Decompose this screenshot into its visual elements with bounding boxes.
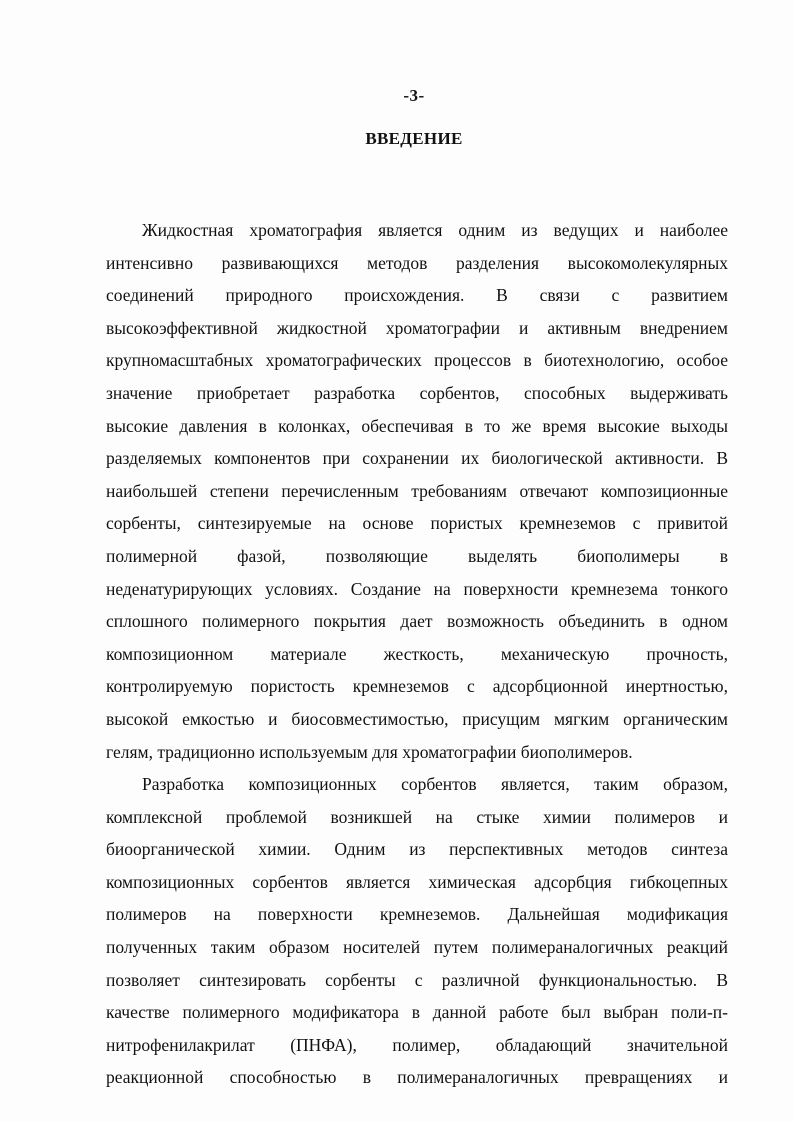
text-line: композиционном материале жесткость, механическую прочность,: [106, 643, 728, 664]
text-line: биоорганической химии. Одним из перспективных методов синтеза: [106, 839, 728, 860]
text-line: сорбенты, синтезируемые на основе пористых кремнеземов с привитой: [106, 513, 728, 534]
body-text: [106, 214, 728, 1094]
text-line: разделяемых компонентов при сохранении их биологической активности. В: [106, 448, 728, 469]
text-line: гелям, традиционно используемым для хроматографии биополимеров.: [106, 741, 633, 762]
text-line: сплошного полимерного покрытия дает возможность объединить в одном: [106, 611, 728, 632]
text-line: значение приобретает разработка сорбентов, способных выдерживать: [106, 382, 728, 403]
text-line: крупномасштабных хроматографических процессов в биотехнологию, особое: [106, 350, 728, 371]
section-heading: ВВЕДЕНИЕ: [365, 129, 463, 148]
text-line: Жидкостная хроматография является одним из ведущих и наиболее: [142, 220, 728, 240]
text-line: контролируемую пористость кремнеземов с адсорбционной инертностью,: [106, 676, 728, 697]
text-line: высокие давления в колонках, обеспечивая в то же время высокие выходы: [106, 415, 728, 436]
text-line: полимерной фазой, позволяющие выделять биополимеры в: [106, 545, 728, 566]
text-line: полимеров на поверхности кремнеземов. Дальнейшая модификация: [106, 904, 728, 925]
text-line: реакционной способностью в полимераналогичных превращениях и: [106, 1067, 728, 1088]
text-line: позволяет синтезировать сорбенты с различной функциональностью. В: [106, 969, 728, 990]
text-line: интенсивно развивающихся методов разделения высокомолекулярных: [106, 252, 728, 273]
text-line: наибольшей степени перечисленным требованиям отвечают композиционные: [106, 480, 728, 501]
text-line: высокой емкостью и биосовместимостью, присущим мягким органическим: [106, 708, 728, 729]
text-line: качестве полимерного модификатора в данной работе был выбран поли-п-: [106, 1002, 728, 1023]
text-line: неденатурирующих условиях. Создание на поверхности кремнезема тонкого: [106, 578, 728, 599]
text-line: Разработка композиционных сорбентов является, таким образом,: [142, 774, 728, 795]
text-line: нитрофенилакрилат (ПНФА), полимер, обладающий значительной: [106, 1034, 728, 1055]
text-line: соединений природного происхождения. В связи с развитием: [106, 285, 728, 306]
text-line: комплексной проблемой возникшей на стыке химии полимеров и: [106, 806, 728, 827]
page-number: -3-: [403, 86, 425, 105]
text-line: полученных таким образом носителей путем полимераналогичных реакций: [106, 937, 728, 958]
text-line: высокоэффективной жидкостной хроматографии и активным внедрением: [106, 317, 728, 338]
text-line: композиционных сорбентов является химическая адсорбция гибкоцепных: [106, 871, 728, 892]
